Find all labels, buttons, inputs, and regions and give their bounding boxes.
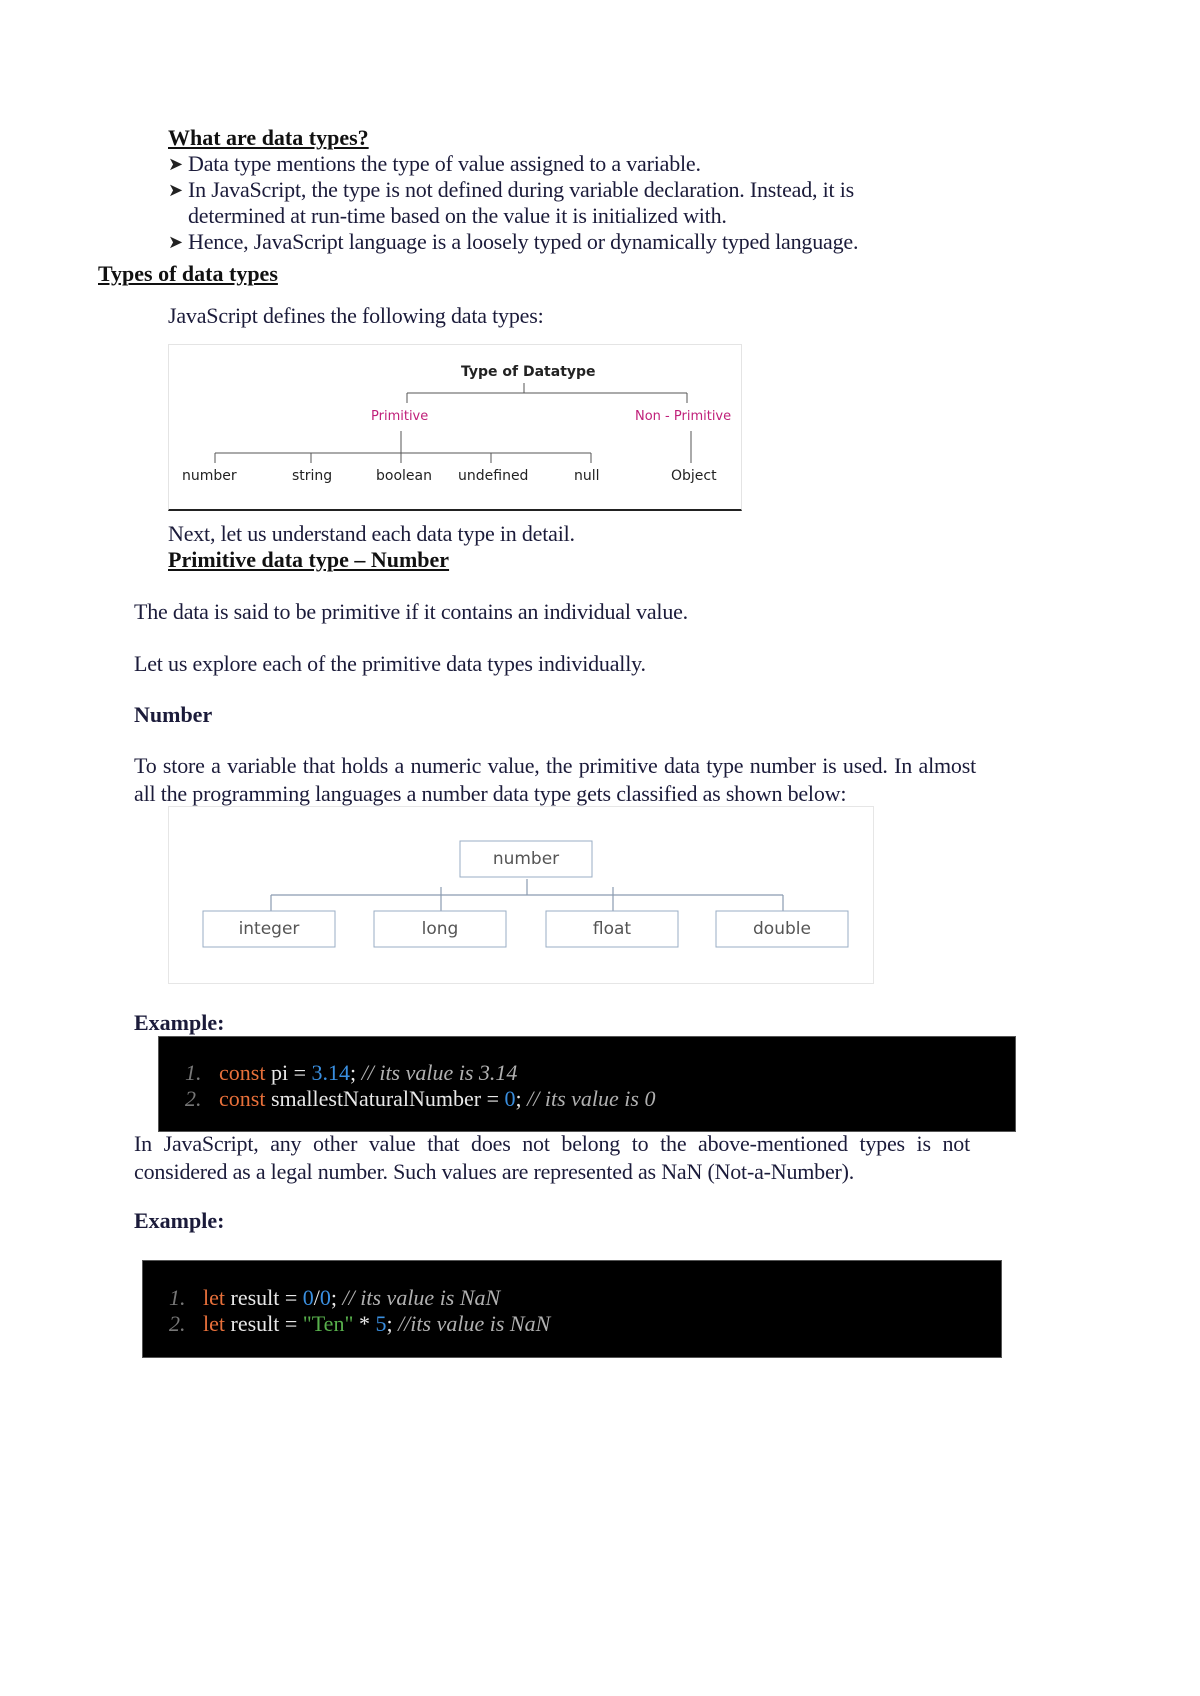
line-number: 2. <box>169 1311 186 1336</box>
example1-label: Example: <box>134 1010 225 1035</box>
code-keyword: const <box>219 1086 266 1111</box>
number-description-text: To store a variable that holds a numeric value, the primitive data type number is used. In almost all the programming languages a number data type gets classified as shown below: <box>134 753 976 806</box>
code-string: "Ten" <box>302 1311 354 1336</box>
code-number: 0 <box>302 1285 314 1310</box>
number-tree-lines <box>169 807 873 983</box>
diagram-primitive-label: Primitive <box>371 409 429 424</box>
code-block-number <box>158 1036 1016 1132</box>
line-number: 1. <box>169 1285 186 1310</box>
number-child-float: float <box>592 919 632 939</box>
code-number: 5 <box>375 1311 387 1336</box>
types-lead-text: JavaScript defines the following data types: <box>168 303 544 328</box>
code-punct: ; <box>515 1086 528 1111</box>
line-number: 1. <box>185 1060 202 1085</box>
code-comment: // its value is 3.14 <box>361 1060 518 1085</box>
code-line <box>169 1285 500 1311</box>
nan-description-text: In JavaScript, any other value that does not belong to the above-mentioned types is not considered as a legal number. Such values are represented as NaN (Not-a-Number). <box>134 1131 970 1184</box>
explore-text: Let us explore each of the primitive data types individually. <box>134 651 646 676</box>
diagram-leaf-undefined: undefined <box>458 468 529 484</box>
diagram-root-label: Type of Datatype <box>461 364 596 380</box>
number-types-diagram <box>168 806 874 984</box>
next-text: Next, let us understand each data type in detail. <box>168 521 575 546</box>
bullet-text-continuation: determined at run-time based on the value it is initialized with. <box>188 203 727 228</box>
number-child-integer: integer <box>238 919 300 939</box>
code-comment: // its value is NaN <box>342 1285 501 1310</box>
code-identifier: result = <box>225 1311 303 1336</box>
code-operator: / <box>313 1285 320 1310</box>
code-keyword: const <box>219 1060 266 1085</box>
section-heading-types: Types of data types <box>98 261 278 286</box>
bullet-text: Hence, JavaScript language is a loosely typed or dynamically typed language. <box>188 229 859 254</box>
code-punct: ; <box>386 1311 399 1336</box>
section-heading-what-are-data-types: What are data types? <box>168 125 369 150</box>
datatype-tree-lines <box>169 345 741 509</box>
code-comment: // its value is 0 <box>527 1086 656 1111</box>
code-punct: ; <box>330 1285 343 1310</box>
code-operator: * <box>353 1311 376 1336</box>
code-line <box>185 1060 517 1086</box>
bullet-item <box>168 150 701 178</box>
diagram-leaf-object: Object <box>671 468 717 484</box>
datatype-tree-diagram <box>168 344 742 511</box>
code-block-nan <box>142 1260 1002 1358</box>
example2-label: Example: <box>134 1208 225 1233</box>
code-keyword: let <box>203 1285 225 1310</box>
diagram-leaf-null: null <box>574 468 600 484</box>
code-line <box>169 1311 550 1337</box>
arrow-bullet-icon: ➤ <box>168 154 183 174</box>
number-root-box: number <box>492 849 560 869</box>
arrow-bullet-icon: ➤ <box>168 180 183 200</box>
code-identifier: pi = <box>265 1060 312 1085</box>
diagram-non-primitive-label: Non - Primitive <box>635 409 732 424</box>
code-identifier: smallestNaturalNumber = <box>265 1086 505 1111</box>
code-comment: //its value is NaN <box>398 1311 551 1336</box>
number-subheading: Number <box>134 702 213 727</box>
line-number: 2. <box>185 1086 202 1111</box>
diagram-leaf-number: number <box>182 468 237 484</box>
number-child-long: long <box>421 919 459 939</box>
code-keyword: let <box>203 1311 225 1336</box>
code-number: 0 <box>504 1086 516 1111</box>
bullet-item <box>168 176 854 204</box>
primitive-definition-text: The data is said to be primitive if it contains an individual value. <box>134 599 688 624</box>
code-punct: ; <box>349 1060 362 1085</box>
bullet-item <box>168 228 858 256</box>
code-identifier: result = <box>225 1285 303 1310</box>
arrow-bullet-icon: ➤ <box>168 232 183 252</box>
code-line <box>185 1086 655 1112</box>
bullet-text: In JavaScript, the type is not defined during variable declaration. Instead, it is <box>188 177 855 202</box>
diagram-leaf-boolean: boolean <box>376 468 432 484</box>
code-number: 0 <box>319 1285 331 1310</box>
bullet-text: Data type mentions the type of value assigned to a variable. <box>188 151 701 176</box>
code-number: 3.14 <box>311 1060 350 1085</box>
number-child-double: double <box>753 919 811 939</box>
section-heading-number: Primitive data type – Number <box>168 547 450 572</box>
diagram-leaf-string: string <box>292 468 333 484</box>
